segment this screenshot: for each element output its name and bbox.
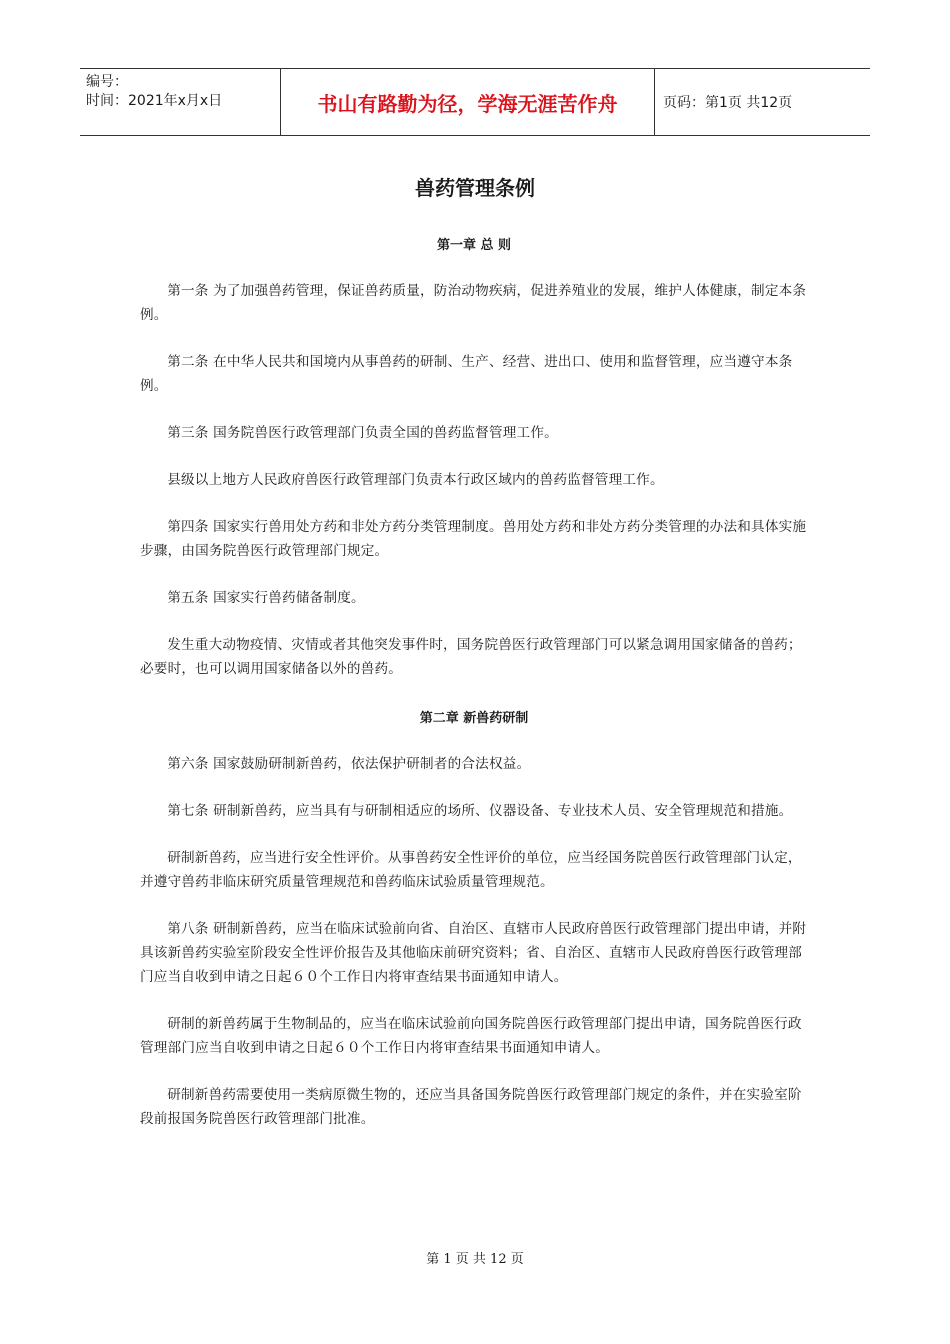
header-table bbox=[80, 68, 870, 136]
header-page-cell bbox=[655, 69, 870, 135]
paragraph: 研制的新兽药属于生物制品的，应当在临床试验前向国务院兽医行政管理部门提出申请，国务院兽医行政管理部门应当自收到申请之日起６０个工作日内将审查结果书面通知申请人。 bbox=[140, 1016, 802, 1056]
page-info: 页码：第1页 共12页 bbox=[663, 95, 793, 111]
header-motto-cell bbox=[281, 69, 655, 135]
paragraph: 第八条 研制新兽药，应当在临床试验前向省、自治区、直辖市人民政府兽医行政管理部门提出申请，并附具该新兽药实验室阶段安全性评价报告及其他临床前研究资料；省、自治区、直辖市人民政府兽医行政管理部门应当自收到申请之日起６０个工作日内将审查结果书面通知申请人。 bbox=[140, 921, 807, 985]
document-body bbox=[140, 234, 808, 1131]
paragraph: 县级以上地方人民政府兽医行政管理部门负责本行政区域内的兽药监督管理工作。 bbox=[167, 472, 664, 488]
paragraph: 第七条 研制新兽药，应当具有与研制相适应的场所、仪器设备、专业技术人员、安全管理规范和措施。 bbox=[167, 803, 793, 819]
document-title: 兽药管理条例 bbox=[415, 176, 535, 200]
paragraph: 第四条 国家实行兽用处方药和非处方药分类管理制度。兽用处方药和非处方药分类管理的办法和具体实施步骤，由国务院兽医行政管理部门规定。 bbox=[140, 519, 807, 559]
time-label: 时间：2021年x月x日 bbox=[86, 93, 223, 109]
paragraph: 第一条 为了加强兽药管理，保证兽药质量，防治动物疾病，促进养殖业的发展，维护人体健康，制定本条例。 bbox=[140, 283, 807, 323]
chapter-heading: 第二章 新兽药研制 bbox=[419, 711, 529, 726]
motto: 书山有路勤为径，学海无涯苦作舟 bbox=[317, 91, 618, 116]
paragraph: 第三条 国务院兽医行政管理部门负责全国的兽药监督管理工作。 bbox=[167, 425, 558, 441]
header-meta-cell bbox=[80, 69, 281, 135]
paragraph: 第六条 国家鼓励研制新兽药，依法保护研制者的合法权益。 bbox=[167, 756, 531, 772]
chapter-heading: 第一章 总 则 bbox=[436, 238, 512, 253]
paragraph: 第二条 在中华人民共和国境内从事兽药的研制、生产、经营、进出口、使用和监督管理，应当遵守本条例。 bbox=[140, 354, 793, 394]
paragraph: 发生重大动物疫情、灾情或者其他突发事件时，国务院兽医行政管理部门可以紧急调用国家储备的兽药；必要时，也可以调用国家储备以外的兽药。 bbox=[140, 637, 802, 677]
page-footer: 第 1 页 共 12 页 bbox=[426, 1252, 524, 1267]
paragraph: 研制新兽药，应当进行安全性评价。从事兽药安全性评价的单位，应当经国务院兽医行政管理部门认定，并遵守兽药非临床研究质量管理规范和兽药临床试验质量管理规范。 bbox=[140, 850, 802, 890]
paragraph: 第五条 国家实行兽药储备制度。 bbox=[167, 590, 365, 606]
paragraph: 研制新兽药需要使用一类病原微生物的，还应当具备国务院兽医行政管理部门规定的条件，并在实验室阶段前报国务院兽医行政管理部门批准。 bbox=[140, 1087, 802, 1127]
number-label: 编号： bbox=[86, 74, 128, 90]
